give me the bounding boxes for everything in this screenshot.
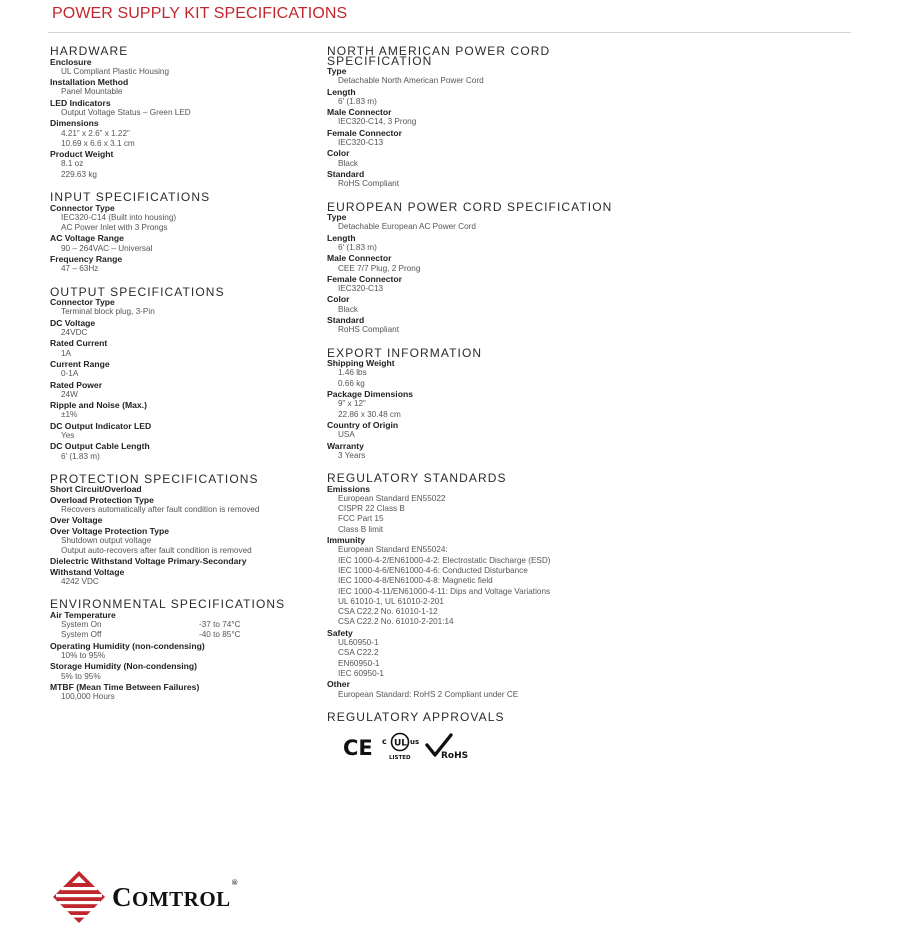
spec-value: UL60950-1: [338, 638, 379, 648]
spec-value: IEC320-C14 (Built into housing): [61, 212, 177, 222]
spec-label: MTBF (Mean Time Between Failures): [50, 681, 200, 692]
spec-value: Recovers automatically after fault condition is removed: [61, 504, 260, 514]
system-off-label: System Off: [61, 630, 102, 640]
spec-value: 100,000 Hours: [61, 692, 115, 702]
spec-label: Package Dimensions: [327, 389, 413, 400]
rohs-check-icon: [425, 733, 471, 761]
spec-label: DC Output Indicator LED: [50, 420, 152, 431]
spec-section: [50, 284, 320, 462]
spec-value: UL 61010-1, UL 61010-2-201: [338, 596, 444, 606]
spec-label: Enclosure: [50, 56, 92, 67]
left-column: [50, 46, 320, 715]
spec-value: UL Compliant Plastic Housing: [61, 66, 170, 76]
spec-label: Color: [327, 148, 350, 159]
spec-value: 229.63 kg: [61, 169, 97, 179]
spec-value: 6’ (1.83 m): [61, 451, 100, 461]
spec-label: Male Connector: [327, 253, 392, 264]
approval-marks: [327, 732, 627, 762]
section-heading: HARDWARE: [50, 44, 129, 58]
section-heading: REGULATORY STANDARDS: [327, 471, 507, 486]
spec-value: FCC Part 15: [338, 514, 384, 524]
section-heading: OUTPUT SPECIFICATIONS: [50, 284, 225, 299]
spec-label: Withstand Voltage: [50, 566, 125, 577]
spec-value: IEC 1000-4-2/EN61000-4-2: Electrostatic Discharge (ESD): [338, 555, 551, 565]
spec-value: CSA C22.2 No. 61010-1-12: [338, 607, 438, 617]
spec-label: Connector Type: [50, 297, 115, 308]
ul-c-text: c: [382, 737, 387, 747]
section-heading: REGULATORY APPROVALS: [327, 709, 505, 724]
spec-label: Short Circuit/Overload: [50, 484, 142, 495]
spec-label: Safety: [327, 627, 353, 638]
spec-label: Type: [327, 212, 347, 223]
spec-value: 90 – 264VAC – Universal: [61, 243, 153, 253]
system-off-value: -40 to 85°C: [199, 630, 241, 640]
spec-value: Black: [338, 304, 359, 314]
spec-section: [50, 192, 320, 275]
spec-section: [327, 199, 627, 336]
spec-label: Male Connector: [327, 107, 392, 118]
spec-label: Overload Protection Type: [50, 494, 154, 505]
spec-value: RoHS Compliant: [338, 179, 399, 189]
ul-us-text: us: [410, 738, 420, 747]
spec-label: Emissions: [327, 483, 370, 494]
spec-label: Type: [327, 66, 347, 76]
logo-rest: OMTROL: [132, 886, 231, 911]
spec-label: Color: [327, 294, 350, 305]
spec-label: Rated Current: [50, 338, 108, 349]
title-divider: [48, 32, 851, 33]
spec-value: 6’ (1.83 m): [338, 242, 377, 252]
spec-value: Detachable North American Power Cord: [338, 76, 484, 86]
section-heading: PROTECTION SPECIFICATIONS: [50, 471, 259, 486]
spec-value: Class B limit: [338, 524, 384, 534]
spec-value: ±1%: [61, 410, 78, 420]
spec-value: 47 – 63Hz: [61, 264, 99, 274]
spec-section: [327, 345, 627, 461]
spec-label: Dimensions: [50, 118, 99, 129]
spec-label: Connector Type: [50, 202, 115, 213]
spec-label: Dielectric Withstand Voltage Primary-Secondary: [50, 556, 247, 567]
logo-registered-mark: ®: [231, 877, 239, 887]
spec-value: 1A: [61, 348, 72, 358]
spec-value: IEC 1000-4-8/EN61000-4-8: Magnetic field: [338, 576, 493, 586]
spec-value: CISPR 22 Class B: [338, 504, 405, 514]
spec-label: LED Indicators: [50, 97, 111, 108]
logo-wordmark: [112, 877, 239, 913]
spec-value: CSA C22.2: [338, 648, 379, 658]
spec-label: Product Weight: [50, 149, 114, 160]
spec-label: Over Voltage: [50, 515, 103, 526]
air-temperature-row: [50, 630, 320, 640]
spec-section: [327, 46, 627, 190]
spec-value: 9” x 12”: [338, 399, 366, 409]
comtrol-logo: [52, 870, 238, 924]
spec-value: RoHS Compliant: [338, 325, 399, 335]
spec-label: AC Voltage Range: [50, 233, 124, 244]
spec-value: IEC 1000-4-6/EN61000-4-6: Conducted Disturbance: [338, 565, 528, 575]
spec-value: IEC 60950-1: [338, 668, 384, 678]
spec-value: IEC 1000-4-11/EN61000-4-11: Dips and Voltage Variations: [338, 586, 551, 596]
spec-label: Current Range: [50, 358, 110, 369]
spec-value: 1.46 lbs: [338, 368, 367, 378]
spec-value: Output Voltage Status – Green LED: [61, 107, 191, 117]
system-on-label: System On: [61, 620, 102, 630]
system-on-value: -37 to 74°C: [199, 620, 241, 630]
spec-value: 0-1A: [61, 369, 79, 379]
section-heading: EXPORT INFORMATION: [327, 345, 483, 360]
right-column: [327, 46, 627, 774]
section-heading: NORTH AMERICAN POWER CORD SPECIFICATION: [327, 44, 551, 68]
spec-label: Operating Humidity (non-condensing): [50, 640, 205, 651]
spec-value: EN60950-1: [338, 658, 380, 668]
spec-label: Frequency Range: [50, 254, 123, 265]
spec-value: CSA C22.2 No. 61010-2-201:14: [338, 617, 454, 627]
spec-label: Country of Origin: [327, 419, 399, 430]
ul-listed-text: LISTED: [389, 755, 411, 762]
spec-value: 4.21” x 2.6” x 1.22”: [61, 128, 130, 138]
comtrol-diamond-icon: [52, 870, 106, 924]
spec-value: European Standard EN55024:: [338, 545, 448, 555]
logo-initial: C: [112, 881, 132, 912]
spec-label: Over Voltage Protection Type: [50, 525, 170, 536]
spec-value: 6’ (1.83 m): [338, 96, 377, 106]
spec-label: Standard: [327, 315, 365, 326]
spec-value: 0.66 kg: [338, 378, 365, 388]
spec-section: [327, 473, 627, 700]
spec-label: Rated Power: [50, 379, 103, 390]
spec-section-environmental: [50, 599, 320, 702]
spec-label: Storage Humidity (Non-condensing): [50, 661, 198, 672]
ul-listed-icon: [381, 732, 423, 762]
spec-value: Output auto-recovers after fault condition is removed: [61, 546, 252, 556]
spec-value: 8.1 oz: [61, 159, 84, 169]
air-temperature-row: [50, 620, 320, 630]
spec-value: 3 Years: [338, 450, 366, 460]
spec-section: [50, 46, 320, 180]
spec-value: Black: [338, 158, 359, 168]
spec-label: Other: [327, 679, 350, 690]
spec-value: CEE 7/7 Plug, 2 Prong: [338, 263, 421, 273]
spec-value: Panel Mountable: [61, 87, 123, 97]
spec-label: Warranty: [327, 440, 364, 451]
spec-section: [50, 471, 320, 587]
ce-mark-icon: [343, 735, 373, 759]
spec-label: Standard: [327, 168, 365, 179]
rohs-text: RoHS: [441, 751, 469, 762]
spec-value: Shutdown output voltage: [61, 535, 152, 545]
spec-value: IEC320-C13: [338, 138, 384, 148]
spec-label: DC Output Cable Length: [50, 441, 150, 452]
spec-value: European Standard EN55022: [338, 493, 446, 503]
ul-mark-text: UL: [394, 738, 408, 749]
document-title: POWER SUPPLY KIT SPECIFICATIONS: [52, 5, 348, 22]
spec-value: IEC320-C13: [338, 284, 384, 294]
spec-label: Shipping Weight: [327, 358, 395, 369]
spec-value: Terminal block plug, 3-Pin: [61, 307, 155, 317]
spec-value: USA: [338, 430, 355, 440]
spec-label: Length: [327, 86, 356, 97]
spec-label: Air Temperature: [50, 609, 116, 620]
spec-label: Female Connector: [327, 127, 402, 138]
spec-label: Ripple and Noise (Max.): [50, 400, 147, 411]
spec-value: 5% to 95%: [61, 671, 101, 681]
spec-value: 24W: [61, 389, 78, 399]
spec-value: Yes: [61, 431, 75, 440]
spec-value: Detachable European AC Power Cord: [338, 222, 476, 232]
spec-value: 22.86 x 30.48 cm: [338, 409, 401, 419]
spec-value: 10% to 95%: [61, 651, 106, 661]
section-heading: INPUT SPECIFICATIONS: [50, 190, 211, 205]
spec-value: European Standard: RoHS 2 Compliant under CE: [338, 689, 519, 699]
spec-value: 24VDC: [61, 328, 88, 338]
regulatory-approvals: [327, 709, 627, 763]
ce-mark-text: CE: [343, 736, 373, 760]
spec-value: AC Power Inlet with 3 Prongs: [61, 223, 168, 233]
spec-label: Immunity: [327, 535, 366, 546]
spec-label: DC Voltage: [50, 317, 96, 328]
spec-value: 4242 VDC: [61, 577, 99, 587]
spec-value: 10.69 x 6.6 x 3.1 cm: [61, 138, 135, 148]
spec-label: Installation Method: [50, 77, 129, 88]
section-heading: ENVIRONMENTAL SPECIFICATIONS: [50, 597, 286, 612]
spec-label: Length: [327, 232, 356, 243]
spec-label: Female Connector: [327, 273, 402, 284]
spec-value: IEC320-C14, 3 Prong: [338, 117, 417, 127]
section-heading: EUROPEAN POWER CORD SPECIFICATION: [327, 199, 613, 214]
